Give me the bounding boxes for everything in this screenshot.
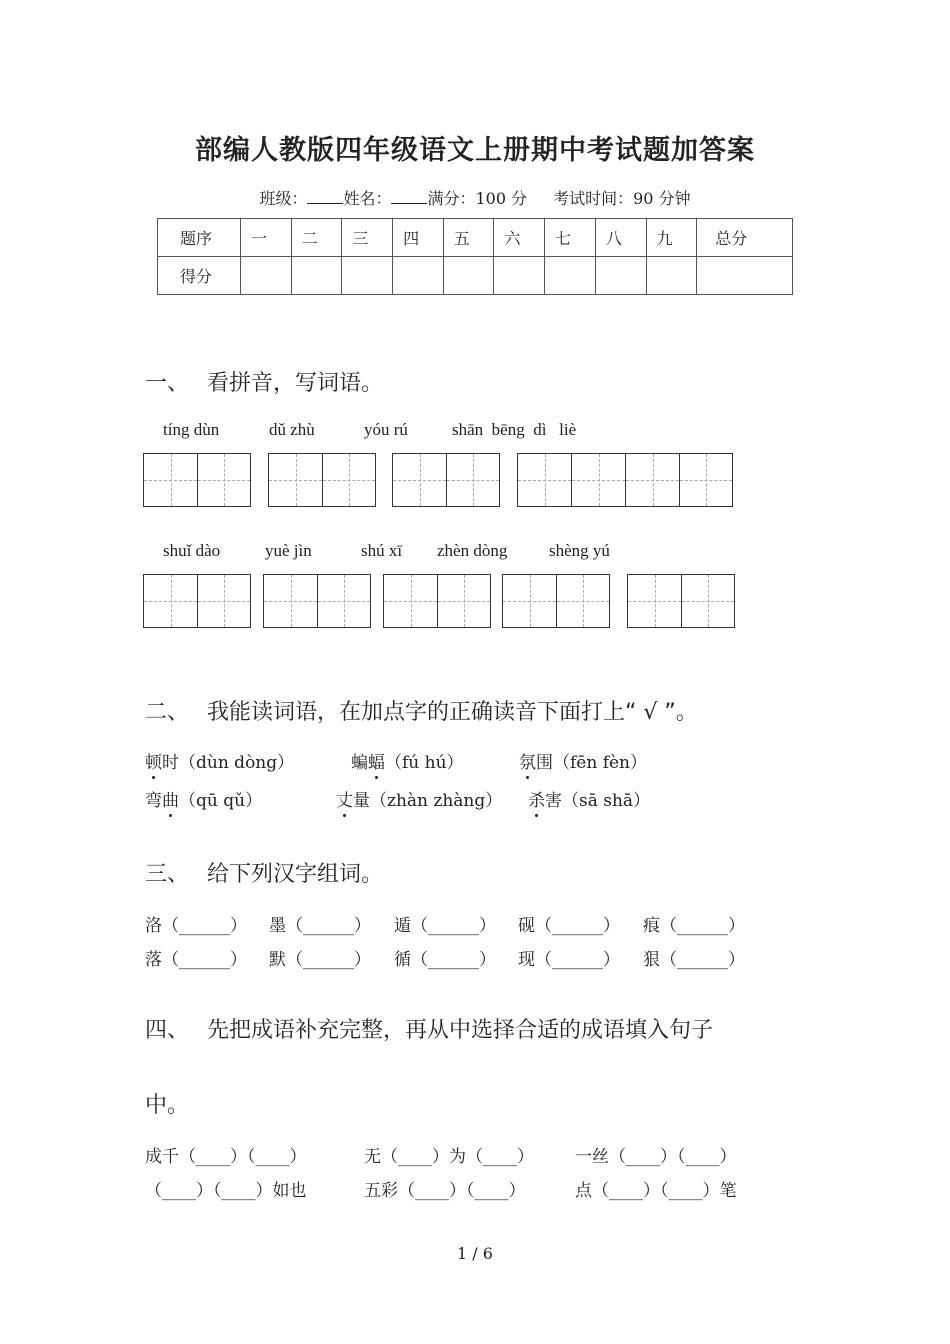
word-item[interactable]: 狠（______） xyxy=(643,950,745,970)
score-header-cell: 三 xyxy=(342,219,393,257)
reading-options: 围（fēn fèn） xyxy=(536,753,648,773)
plain-char: 弯 xyxy=(145,791,162,811)
pinyin: dǔ zhù xyxy=(269,420,315,439)
dotted-char: 蝠 xyxy=(368,753,385,773)
word-item[interactable]: 墨（______） xyxy=(269,916,371,936)
reading-item[interactable] xyxy=(519,748,647,773)
word-item[interactable]: 循（______） xyxy=(394,950,496,970)
score-cell[interactable] xyxy=(241,257,292,295)
writing-grid[interactable] xyxy=(392,453,500,507)
section-2-heading xyxy=(145,695,698,726)
score-cell[interactable] xyxy=(697,257,793,295)
word-item[interactable]: 默（______） xyxy=(269,950,371,970)
pinyin: yóu rú xyxy=(364,420,408,439)
score-header-cell: 题序 xyxy=(158,219,241,257)
score-cell[interactable] xyxy=(443,257,494,295)
pinyin: zhèn dòng xyxy=(437,541,508,560)
score-header-cell: 八 xyxy=(595,219,646,257)
score-header-cell: 七 xyxy=(545,219,596,257)
exam-info xyxy=(0,186,950,209)
section-2-number: 二、 xyxy=(145,700,190,725)
class-blank[interactable] xyxy=(307,189,343,204)
score-cell[interactable] xyxy=(393,257,444,295)
score-row-label: 得分 xyxy=(158,257,241,295)
word-item[interactable]: 痕（______） xyxy=(643,916,745,936)
writing-grid[interactable] xyxy=(143,453,251,507)
page-number: 1 / 6 xyxy=(457,1244,493,1263)
idiom-item[interactable]: 一丝（____）（____） xyxy=(575,1147,737,1167)
score-header-cell: 二 xyxy=(291,219,342,257)
score-table xyxy=(157,218,793,295)
class-label: 班级： xyxy=(259,189,308,208)
section-3-title: 给下列汉字组词。 xyxy=(207,862,384,887)
reading-item[interactable] xyxy=(351,748,464,773)
name-label: 姓名： xyxy=(343,189,392,208)
plain-char: 蝙 xyxy=(351,753,368,773)
dotted-char: 曲 xyxy=(162,791,179,811)
section-4-title: 先把成语补充完整，再从中选择合适的成语填入句子 xyxy=(207,1018,714,1043)
writing-grid[interactable] xyxy=(143,574,251,628)
section-3-number: 三、 xyxy=(145,862,190,887)
reading-item[interactable] xyxy=(145,748,294,773)
idiom-item[interactable]: 点（____）（____）笔 xyxy=(575,1181,737,1201)
section-1-number: 一、 xyxy=(145,371,190,396)
score-header-cell: 四 xyxy=(393,219,444,257)
reading-options: 时（dùn dòng） xyxy=(162,753,295,773)
page-title: 部编人教版四年级语文上册期中考试题加答案 xyxy=(195,135,755,166)
reading-item[interactable] xyxy=(336,786,502,811)
score-cell[interactable] xyxy=(494,257,545,295)
section-3-heading xyxy=(145,857,383,888)
section-4-title-continued: 中。 xyxy=(145,1093,190,1118)
pinyin: shuǐ dào xyxy=(163,541,221,560)
section-4-number: 四、 xyxy=(145,1018,190,1043)
score-cell[interactable] xyxy=(595,257,646,295)
dotted-char: 顿 xyxy=(145,753,162,773)
reading-item[interactable] xyxy=(528,786,650,811)
writing-grid[interactable] xyxy=(268,453,376,507)
score-cell[interactable] xyxy=(646,257,697,295)
name-blank[interactable] xyxy=(391,189,427,204)
word-item[interactable]: 落（______） xyxy=(145,950,247,970)
word-item[interactable]: 砚（______） xyxy=(518,916,620,936)
writing-grid[interactable] xyxy=(627,574,735,628)
section-4-heading xyxy=(145,1013,713,1044)
dotted-char: 氛 xyxy=(519,753,536,773)
score-header-cell: 六 xyxy=(494,219,545,257)
word-item[interactable]: 洛（______） xyxy=(145,916,247,936)
pinyin: yuè jìn xyxy=(265,541,312,560)
reading-options: （fú hú） xyxy=(385,753,464,773)
writing-grid[interactable] xyxy=(263,574,371,628)
section-1-heading xyxy=(145,366,383,397)
pinyin: tíng dùn xyxy=(163,420,220,439)
idiom-item[interactable]: 五彩（____）（____） xyxy=(364,1181,526,1201)
reading-item[interactable] xyxy=(145,786,262,811)
reading-options: 害（sā shā） xyxy=(545,791,651,811)
score-header-cell: 五 xyxy=(443,219,494,257)
score-header-cell: 一 xyxy=(241,219,292,257)
section-1-title: 看拼音，写词语。 xyxy=(207,371,384,396)
reading-options: 量（zhàn zhàng） xyxy=(353,791,503,811)
score-cell[interactable] xyxy=(545,257,596,295)
idiom-item[interactable]: （____）（____）如也 xyxy=(145,1181,307,1201)
reading-options: （qū qǔ） xyxy=(179,791,263,811)
pinyin: shān bēng dì liè xyxy=(452,420,577,439)
writing-grid[interactable] xyxy=(517,453,733,507)
word-item[interactable]: 遁（______） xyxy=(394,916,496,936)
writing-grid[interactable] xyxy=(502,574,610,628)
idiom-item[interactable]: 无（____）为（____） xyxy=(364,1147,534,1167)
score-cell[interactable] xyxy=(291,257,342,295)
score-header-cell: 总分 xyxy=(697,219,793,257)
idiom-item[interactable]: 成千（____）（____） xyxy=(145,1147,307,1167)
pinyin: shèng yú xyxy=(549,541,610,560)
score-row xyxy=(158,257,793,295)
section-2-title: 我能读词语，在加点字的正确读音下面打上“ √ ”。 xyxy=(207,700,698,725)
pinyin: shú xī xyxy=(361,541,403,560)
dotted-char: 丈 xyxy=(336,791,353,811)
score-header-row xyxy=(158,219,793,257)
exam-time: 考试时间：90 分钟 xyxy=(553,189,691,208)
score-header-cell: 九 xyxy=(646,219,697,257)
writing-grid[interactable] xyxy=(383,574,491,628)
word-item[interactable]: 现（______） xyxy=(518,950,620,970)
full-score: 满分：100 分 xyxy=(427,189,528,208)
score-cell[interactable] xyxy=(342,257,393,295)
dotted-char: 杀 xyxy=(528,791,545,811)
